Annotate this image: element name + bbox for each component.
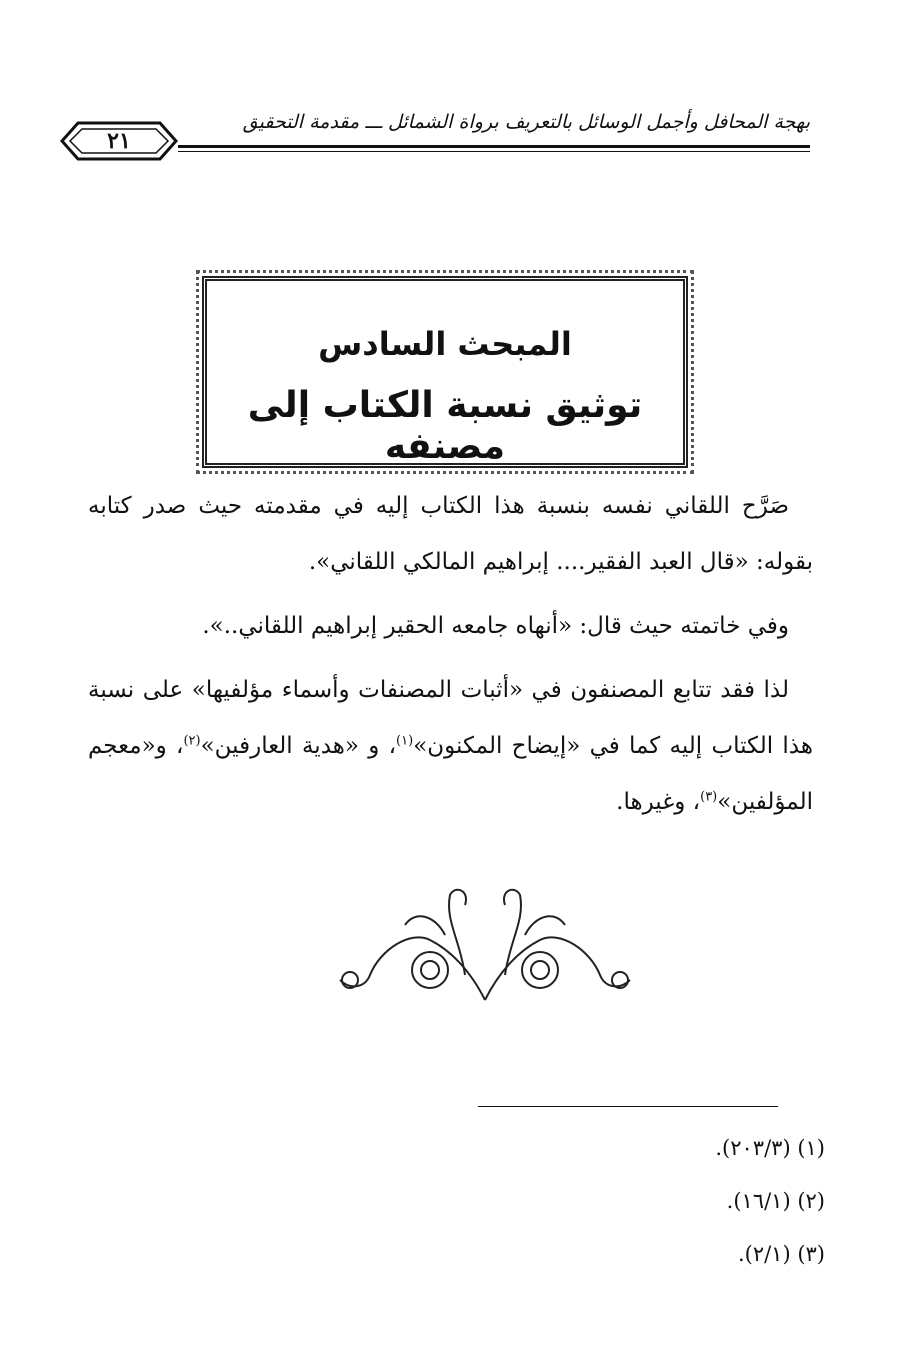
header-rule-thin [178, 151, 810, 152]
footnote-marker: (٣) [700, 789, 718, 805]
running-header [60, 105, 810, 165]
footnote-marker: (٢) [183, 733, 201, 749]
paragraph-text: ، وغيرها. [616, 789, 701, 815]
footnote: (٣) (٢/١). [737, 1242, 825, 1266]
paragraph-text: ، و«معجم المؤلفين» [88, 733, 813, 815]
paragraph-text: لذا فقد تتابع المصنفون في «أثبات المصنفات وأسماء مؤلفيها» على نسبة هذا الكتاب إليه كما في «إيضاح المكنون» [88, 677, 814, 759]
footnote: (٢) (١٦/١). [726, 1189, 825, 1213]
page-number: ٢١ [107, 128, 131, 154]
footnote-separator [478, 1106, 778, 1107]
header-rule [178, 145, 810, 148]
section-heading: المبحث السادس [318, 325, 572, 363]
paragraph: وفي خاتمته حيث قال: «أنهاه جامعه الحقير إبراهيم اللقاني..». [202, 613, 789, 639]
header-title: بهجة المحافل وأجمل الوسائل بالتعريف برواة الشمائل ـــ مقدمة التحقيق [242, 111, 810, 133]
paragraph: صَرَّح اللقاني نفسه بنسبة هذا الكتاب إليه في مقدمته حيث صدر كتابه بقوله: «قال العبد الفقير.... إبراهيم المالكي اللقاني». [88, 493, 813, 575]
paragraph [88, 662, 813, 830]
paragraph-text: ، و «هدية العارفين» [200, 733, 397, 759]
footnote-marker: (١) [396, 733, 414, 749]
page-number-badge [60, 119, 178, 163]
footnotes [500, 1122, 825, 1281]
section-subheading: توثيق نسبة الكتاب إلى مصنفه [247, 385, 643, 467]
floral-ornament-icon [320, 880, 650, 1010]
section-title-frame [202, 276, 688, 468]
footnote: (١) (٢٠٣/٣). [715, 1136, 825, 1160]
body-text [88, 478, 813, 838]
